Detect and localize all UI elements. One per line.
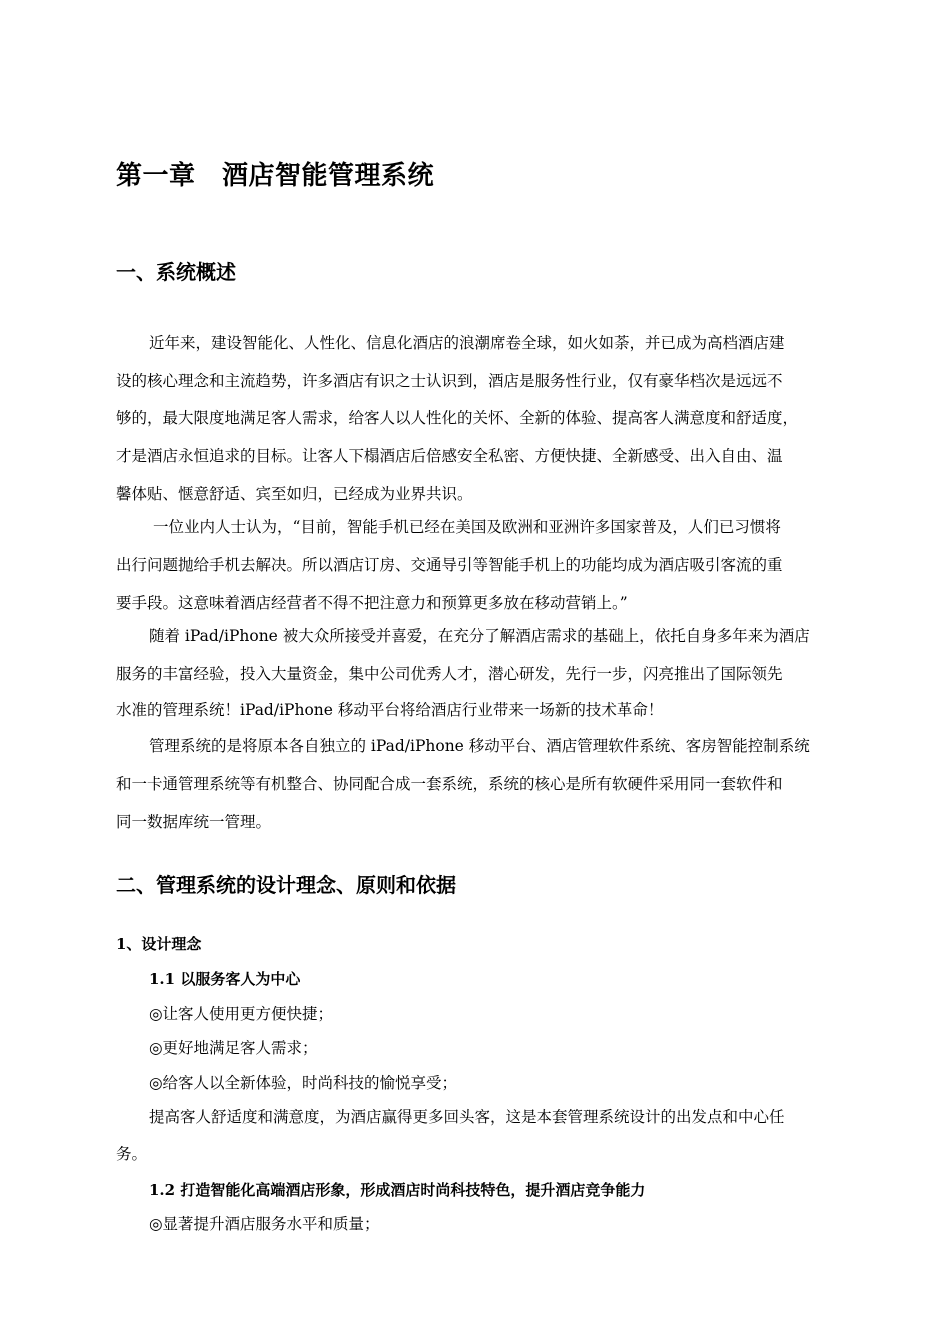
paragraph-line: 同一数据库统一管理。 — [116, 813, 272, 831]
section-heading-design: 二、管理系统的设计理念、原则和依据 — [116, 873, 456, 897]
paragraph-line: 要手段。这意味着酒店经营者不得不把注意力和预算更多放在移动营销上。” — [116, 594, 628, 612]
bullet-item: ◎给客人以全新体验，时尚科技的愉悦享受； — [149, 1074, 458, 1092]
bullet-item: ◎显著提升酒店服务水平和质量； — [149, 1215, 380, 1233]
bullet-item: ◎让客人使用更方便快捷； — [149, 1005, 334, 1023]
paragraph-line: 提高客人舒适度和满意度，为酒店赢得更多回头客，这是本套管理系统设计的出发点和中心任 — [149, 1108, 785, 1126]
chapter-title: 第一章 酒店智能管理系统 — [116, 161, 435, 191]
paragraph-line: 设的核心理念和主流趋势，许多酒店有识之士认识到，酒店是服务性行业，仅有豪华档次是远远不 — [116, 372, 783, 390]
paragraph-line: 水准的管理系统！iPad/iPhone 移动平台将给酒店行业带来一场新的技术革命！ — [116, 701, 664, 719]
section-heading-overview: 一、系统概述 — [116, 260, 236, 284]
paragraph-line: 和一卡通管理系统等有机整合、协同配合成一套系统，系统的核心是所有软硬件采用同一套软件和 — [116, 775, 783, 793]
paragraph-line: 管理系统的是将原本各自独立的 iPad/iPhone 移动平台、酒店管理软件系统、客房智能控制系统 — [149, 737, 810, 755]
paragraph-line: 服务的丰富经验，投入大量资金，集中公司优秀人才，潜心研发，先行一步，闪亮推出了国际领先 — [116, 665, 783, 683]
paragraph-line: 一位业内人士认为，“目前，智能手机已经在美国及欧洲和亚洲许多国家普及，人们已习惯将 — [153, 518, 781, 536]
paragraph-line: 才是酒店永恒追求的目标。让客人下榻酒店后倍感安全私密、方便快捷、全新感受、出入自由、温 — [116, 447, 783, 465]
paragraph-line: 馨体贴、惬意舒适、宾至如归，已经成为业界共识。 — [116, 485, 473, 503]
paragraph-line: 近年来，建设智能化、人性化、信息化酒店的浪潮席卷全球，如火如荼，并已成为高档酒店建 — [149, 334, 785, 352]
bullet-item: ◎更好地满足客人需求； — [149, 1039, 318, 1057]
subheading-customer-centric: 1.1 以服务客人为中心 — [149, 970, 301, 988]
paragraph-line: 务。 — [116, 1145, 148, 1163]
subheading-brand-image: 1.2 打造智能化高端酒店形象，形成酒店时尚科技特色，提升酒店竞争能力 — [149, 1181, 646, 1199]
paragraph-line: 随着 iPad/iPhone 被大众所接受并喜爱，在充分了解酒店需求的基础上，依托自身多年来为酒店 — [149, 627, 810, 645]
paragraph-line: 出行问题抛给手机去解决。所以酒店订房、交通导引等智能手机上的功能均成为酒店吸引客流的重 — [116, 556, 783, 574]
subheading-design-concept: 1、设计理念 — [116, 935, 202, 953]
paragraph-line: 够的，最大限度地满足客人需求，给客人以人性化的关怀、全新的体验、提高客人满意度和舒适度， — [116, 409, 799, 427]
